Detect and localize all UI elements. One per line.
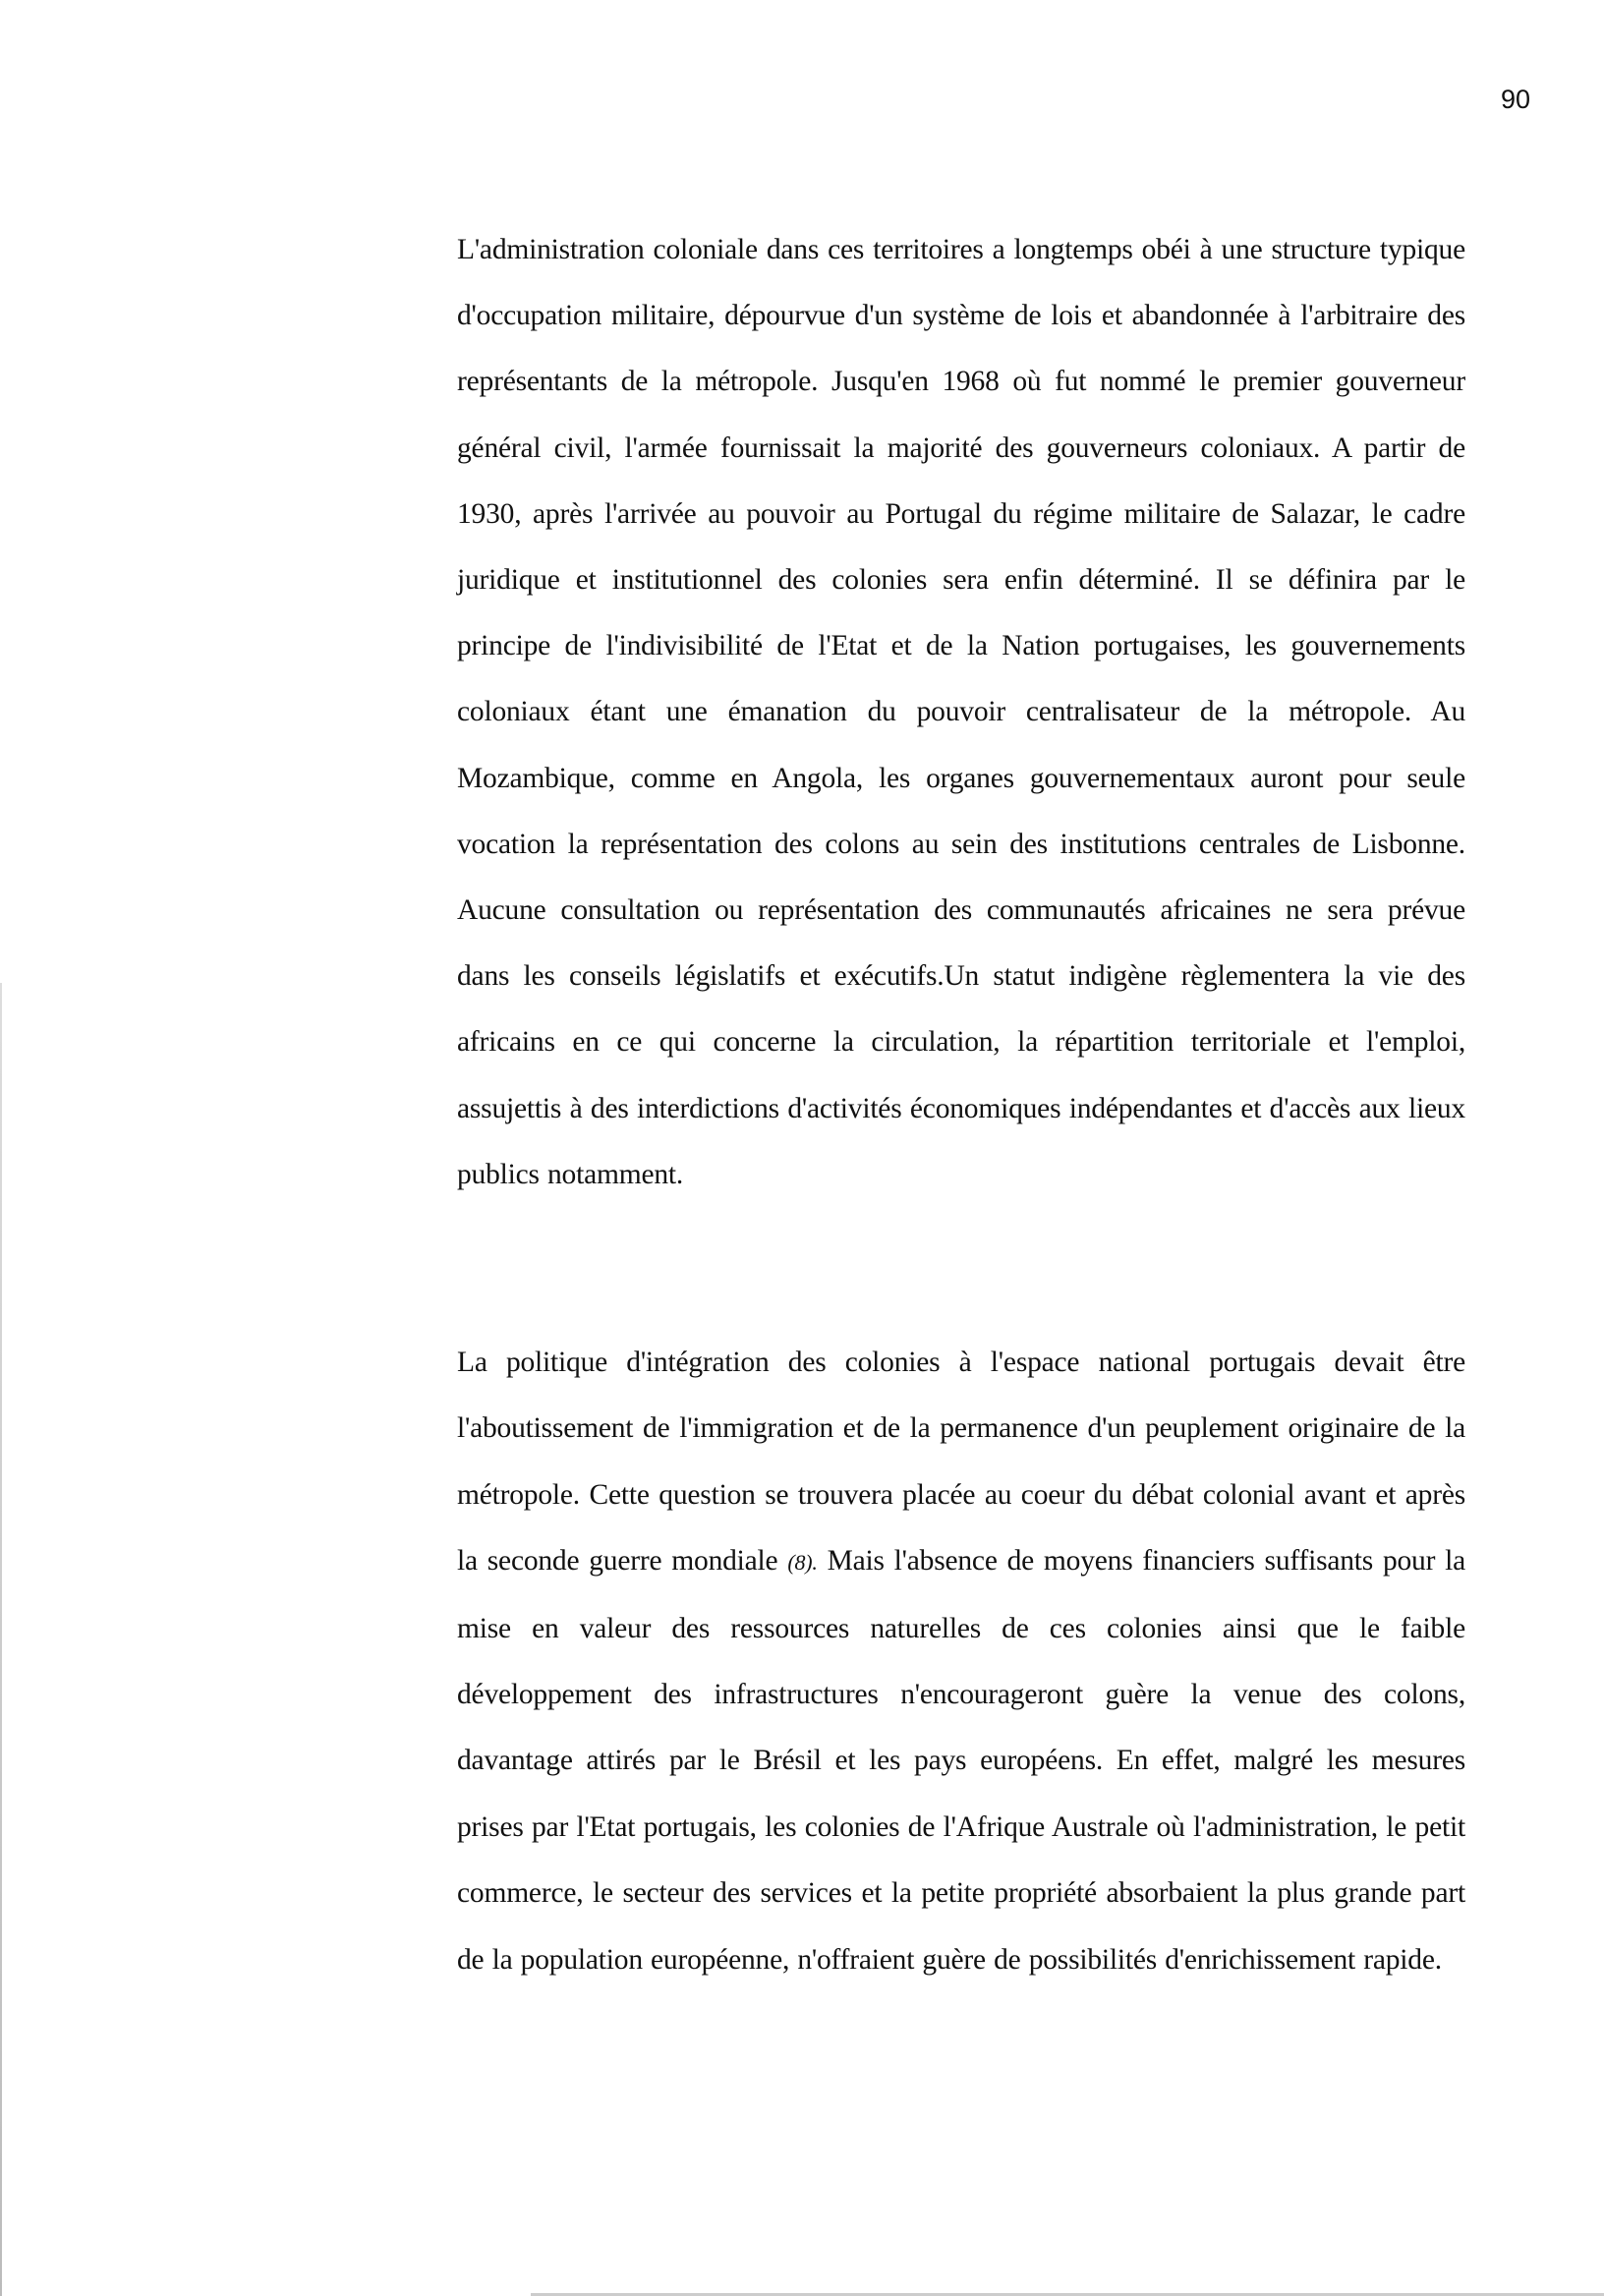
scan-edge-left <box>0 983 2 2296</box>
paragraph-integration-policy <box>457 1330 1465 1993</box>
footnote-reference: (8). <box>787 1550 818 1576</box>
paragraph-2-text-before-ref: La politique d'intégration des colonies à l'espace national portugais devait être l'aboutissement de l'immigration et de la permanence d'un peuplement originaire de la métropole. Cette question se trouvera placée au coeur du débat colonial avant et après la seconde guerre mondiale <box>457 1347 1465 1578</box>
paragraph-1-text: L'administration coloniale dans ces territoires a longtemps obéi à une structure typique d'occupation militaire, dépourvue d'un système de lois et abandonnée à l'arbitraire des représentants de la métropole. Jusqu'en 1968 où fut nommé le premier gouverneur général civil, l'armée fournissait la majorité des gouverneurs coloniaux. A partir de 1930, après l'arrivée au pouvoir au Portugal du régime militaire de Salazar, le cadre juridique et institutionnel des colonies sera enfin déterminé. Il se définira par le principe de l'indivisibilité de l'Etat et de la Nation portugaises, les gouvernements coloniaux étant une émanation du pouvoir centralisateur de la métropole. Au Mozambique, comme en Angola, les organes gouvernementaux auront pour seule vocation la représentation des colons au sein des institutions centrales de Lisbonne. Aucune consultation ou représentation des communautés africaines ne sera prévue dans les conseils législatifs et exécutifs.Un statut indigène règlementera la vie des africains en ce qui concerne la circulation, la répartition territoriale et l'emploi, assujettis à des interdictions d'activités économiques indépendantes et d'accès aux lieux publics notamment. <box>457 234 1465 1190</box>
paragraph-2-text-after-ref: Mais l'absence de moyens financiers suffisants pour la mise en valeur des ressources naturelles de ces colonies ainsi que le faible développement des infrastructures n'encourageront guère la venue des colons, davantage attirés par le Brésil et les pays européens. En effet, malgré les mesures prises par l'Etat portugais, les colonies de l'Afrique Australe où l'administration, le petit commerce, le secteur des services et la petite propriété absorbaient la plus grande part de la population européenne, n'offraient guère de possibilités d'enrichissement rapide. <box>457 1545 1465 1976</box>
paragraph-colonial-administration <box>457 217 1465 1208</box>
page-number: 90 <box>1501 85 1531 114</box>
